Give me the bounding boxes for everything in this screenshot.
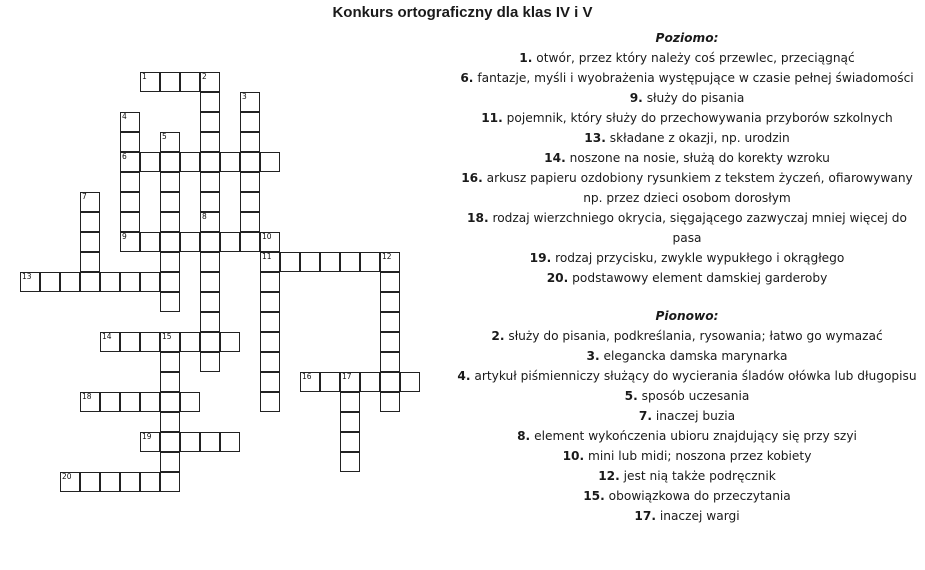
cell-number: 1: [142, 72, 147, 81]
crossword-cell[interactable]: [260, 352, 280, 372]
crossword-cell[interactable]: [100, 392, 120, 412]
crossword-cell[interactable]: [100, 472, 120, 492]
clue-down: [450, 326, 924, 346]
cell-number: 19: [142, 432, 152, 441]
crossword-cell[interactable]: [160, 192, 180, 212]
across-heading: Poziomo:: [655, 31, 719, 45]
crossword-cell[interactable]: [120, 472, 140, 492]
clue-across: [450, 168, 924, 188]
crossword-cell[interactable]: [140, 272, 160, 292]
clue-text: pojemnik, który służy do przechowywania przyborów szkolnych: [506, 111, 893, 125]
crossword-cell[interactable]: [140, 392, 160, 412]
clue-number: 15.: [583, 489, 605, 503]
clue-continuation: np. przez dzieci osobom dorosłym: [583, 191, 791, 205]
crossword-cell[interactable]: [160, 272, 180, 292]
crossword-cell[interactable]: [340, 412, 360, 432]
clue-number: 16.: [461, 171, 483, 185]
crossword-cell[interactable]: [200, 72, 220, 92]
crossword-cell[interactable]: [120, 332, 140, 352]
crossword-cell[interactable]: [320, 252, 340, 272]
clue-down: [450, 506, 924, 526]
crossword-cell[interactable]: [360, 252, 380, 272]
crossword-cell[interactable]: [60, 472, 80, 492]
crossword-cell[interactable]: [160, 412, 180, 432]
crossword-cell[interactable]: [240, 152, 260, 172]
clue-number: 19.: [529, 251, 552, 265]
crossword-cell[interactable]: [340, 252, 360, 272]
crossword-cell[interactable]: [340, 452, 360, 472]
crossword-cell[interactable]: [240, 232, 260, 252]
crossword-cell[interactable]: [40, 272, 60, 292]
crossword-cell[interactable]: [200, 252, 220, 272]
cell-number: 17: [342, 372, 352, 381]
crossword-cell[interactable]: [80, 252, 100, 272]
crossword-cell[interactable]: [160, 352, 180, 372]
crossword-cell[interactable]: [280, 252, 300, 272]
clue-across: [450, 48, 924, 68]
clue-text: rodzaj przycisku, zwykle wypukłego i okrągłego: [555, 251, 845, 265]
clue-number: 1.: [519, 51, 533, 65]
clue-text: mini lub midi; noszona przez kobiety: [588, 449, 812, 463]
clue-text: arkusz papieru ozdobiony rysunkiem z tekstem życzeń, ofiarowywany: [486, 171, 913, 185]
cell-number: 5: [162, 132, 167, 141]
crossword-cell[interactable]: [200, 152, 220, 172]
crossword-cell[interactable]: [140, 432, 160, 452]
cell-number: 7: [82, 192, 87, 201]
clue-text: składane z okazji, np. urodzin: [609, 131, 790, 145]
crossword-cell[interactable]: [80, 192, 100, 212]
crossword-cell[interactable]: [200, 92, 220, 112]
clue-text: jest nią także podręcznik: [623, 469, 776, 483]
crossword-cell[interactable]: [160, 332, 180, 352]
clue-number: 18.: [466, 211, 489, 225]
crossword-cell[interactable]: [140, 472, 160, 492]
crossword-cell[interactable]: [160, 72, 180, 92]
cell-number: 9: [122, 232, 127, 241]
clue-text: inaczej buzia: [655, 409, 736, 423]
crossword-cell[interactable]: [380, 352, 400, 372]
clue-down: [450, 466, 924, 486]
clue-across: [450, 128, 924, 148]
crossword-cell[interactable]: [120, 112, 140, 132]
cell-number: 15: [162, 332, 172, 341]
clue-number: 12.: [598, 469, 620, 483]
crossword-cell[interactable]: [260, 152, 280, 172]
cell-number: 13: [22, 272, 32, 281]
crossword-cell[interactable]: [200, 212, 220, 232]
clue-text: noszone na nosie, służą do korekty wzroku: [569, 151, 830, 165]
crossword-cell[interactable]: [180, 332, 200, 352]
clue-number: 7.: [638, 409, 653, 423]
crossword-cell[interactable]: [260, 272, 280, 292]
clue-number: 3.: [586, 349, 600, 363]
crossword-cell[interactable]: [160, 292, 180, 312]
clue-number: 6.: [460, 71, 474, 85]
clue-text: inaczej wargi: [659, 509, 740, 523]
clue-number: 2.: [491, 329, 505, 343]
clue-text: obowiązkowa do przeczytania: [608, 489, 791, 503]
cell-number: 18: [82, 392, 92, 401]
crossword-cell[interactable]: [160, 212, 180, 232]
crossword-cell[interactable]: [120, 152, 140, 172]
clue-number: 8.: [517, 429, 531, 443]
down-heading: Pionowo:: [655, 309, 719, 323]
crossword-cell[interactable]: [20, 272, 40, 292]
crossword-cell[interactable]: [240, 172, 260, 192]
crossword-cell[interactable]: [380, 372, 400, 392]
crossword-cell[interactable]: [200, 332, 220, 352]
clue-across: [450, 148, 924, 168]
crossword-cell[interactable]: [240, 192, 260, 212]
clue-text: służy do pisania, podkreślania, rysowania; łatwo go wymazać: [508, 329, 883, 343]
clue-text: artykuł piśmienniczy służący do wycierania śladów ołówka lub długopisu: [474, 369, 917, 383]
crossword-cell[interactable]: [380, 272, 400, 292]
crossword-cell[interactable]: [220, 232, 240, 252]
clue-text: służy do pisania: [646, 91, 745, 105]
clue-across: [450, 88, 924, 108]
crossword-cell[interactable]: [100, 332, 120, 352]
clue-text: rodzaj wierzchniego okrycia, sięgającego zazwyczaj mniej więcej do: [492, 211, 907, 225]
crossword-cell[interactable]: [120, 172, 140, 192]
clue-text: element wykończenia ubioru znajdujący się przy szyi: [534, 429, 857, 443]
crossword-cell[interactable]: [200, 312, 220, 332]
crossword-cell[interactable]: [260, 312, 280, 332]
crossword-cell[interactable]: [160, 452, 180, 472]
clue-text: sposób uczesania: [641, 389, 750, 403]
crossword-cell[interactable]: [200, 272, 220, 292]
clue-across: [450, 208, 924, 228]
crossword-cell[interactable]: [340, 372, 360, 392]
clue-across: [450, 108, 924, 128]
crossword-cell[interactable]: [160, 432, 180, 452]
clues-panel: [450, 28, 924, 526]
crossword-cell[interactable]: [220, 152, 240, 172]
crossword-cell[interactable]: [200, 352, 220, 372]
crossword-cell[interactable]: [120, 272, 140, 292]
crossword-cell[interactable]: [200, 132, 220, 152]
crossword-cell[interactable]: [140, 152, 160, 172]
clue-number: 4.: [457, 369, 471, 383]
down-clue-list: [450, 326, 924, 526]
cell-number: 3: [242, 92, 247, 101]
crossword-cell[interactable]: [380, 332, 400, 352]
clue-down: [450, 346, 924, 366]
cell-number: 2: [202, 72, 207, 81]
clue-number: 17.: [634, 509, 656, 523]
clue-text: fantazje, myśli i wyobrażenia występujące w czasie pełnej świadomości: [477, 71, 914, 85]
crossword-cell[interactable]: [220, 332, 240, 352]
across-clue-list: [450, 48, 924, 288]
crossword-cell[interactable]: [120, 132, 140, 152]
cell-number: 11: [262, 252, 272, 261]
clue-number: 9.: [629, 91, 643, 105]
clue-down: [450, 446, 924, 466]
crossword-cell[interactable]: [80, 272, 100, 292]
crossword-cell[interactable]: [120, 212, 140, 232]
crossword-cell[interactable]: [80, 392, 100, 412]
cell-number: 6: [122, 152, 127, 161]
clue-across: [450, 248, 924, 268]
crossword-cell[interactable]: [180, 432, 200, 452]
crossword-cell[interactable]: [160, 252, 180, 272]
cell-number: 12: [382, 252, 392, 261]
page-title: Konkurs ortograficzny dla klas IV i V: [332, 4, 593, 21]
crossword-cell[interactable]: [200, 432, 220, 452]
crossword-cell[interactable]: [180, 72, 200, 92]
crossword-cell[interactable]: [200, 192, 220, 212]
crossword-cell[interactable]: [200, 292, 220, 312]
cell-number: 14: [102, 332, 112, 341]
crossword-cell[interactable]: [360, 372, 380, 392]
clue-number: 10.: [562, 449, 585, 463]
crossword-cell[interactable]: [60, 272, 80, 292]
crossword-cell[interactable]: [160, 132, 180, 152]
crossword-cell[interactable]: [260, 292, 280, 312]
crossword-cell[interactable]: [260, 232, 280, 252]
cell-number: 8: [202, 212, 207, 221]
clue-down: [450, 386, 924, 406]
crossword-cell[interactable]: [80, 232, 100, 252]
clue-down: [450, 366, 924, 386]
crossword-cell[interactable]: [180, 392, 200, 412]
crossword-cell[interactable]: [400, 372, 420, 392]
crossword-cell[interactable]: [180, 152, 200, 172]
crossword-cell[interactable]: [380, 392, 400, 412]
clue-down: [450, 486, 924, 506]
clue-down: [450, 406, 924, 426]
crossword-cell[interactable]: [260, 392, 280, 412]
crossword-cell[interactable]: [140, 232, 160, 252]
crossword-cell[interactable]: [240, 112, 260, 132]
cell-number: 4: [122, 112, 127, 121]
clue-number: 20.: [546, 271, 569, 285]
crossword-cell[interactable]: [200, 112, 220, 132]
crossword-cell[interactable]: [100, 272, 120, 292]
clue-text: otwór, przez który należy coś przewlec, przeciągnąć: [536, 51, 855, 65]
crossword-cell[interactable]: [320, 372, 340, 392]
crossword-cell[interactable]: [200, 232, 220, 252]
crossword-cell[interactable]: [220, 432, 240, 452]
clue-number: 13.: [584, 131, 606, 145]
crossword-cell[interactable]: [140, 72, 160, 92]
crossword-cell[interactable]: [380, 312, 400, 332]
cell-number: 10: [262, 232, 272, 241]
clue-down: [450, 426, 924, 446]
crossword-cell[interactable]: [80, 212, 100, 232]
clue-text: elegancka damska marynarka: [603, 349, 788, 363]
crossword-cell[interactable]: [240, 132, 260, 152]
crossword-cell[interactable]: [240, 212, 260, 232]
cell-number: 16: [302, 372, 312, 381]
crossword-cell[interactable]: [340, 432, 360, 452]
crossword-cell[interactable]: [160, 472, 180, 492]
crossword-cell[interactable]: [260, 252, 280, 272]
crossword-cell[interactable]: [120, 392, 140, 412]
cell-number: 20: [62, 472, 72, 481]
crossword-cell[interactable]: [160, 232, 180, 252]
crossword-cell[interactable]: [160, 152, 180, 172]
clue-text: podstawowy element damskiej garderoby: [572, 271, 828, 285]
crossword-cell[interactable]: [380, 252, 400, 272]
crossword-cell[interactable]: [80, 472, 100, 492]
crossword-cell[interactable]: [260, 372, 280, 392]
crossword-cell[interactable]: [140, 332, 160, 352]
crossword-cell[interactable]: [300, 252, 320, 272]
clue-across: [450, 68, 924, 88]
crossword-cell[interactable]: [200, 172, 220, 192]
clue-number: 11.: [481, 111, 503, 125]
crossword-cell[interactable]: [160, 392, 180, 412]
clue-continuation: pasa: [672, 231, 702, 245]
crossword-cell[interactable]: [340, 392, 360, 412]
crossword-cell[interactable]: [120, 232, 140, 252]
crossword-cell[interactable]: [380, 292, 400, 312]
crossword-cell[interactable]: [120, 192, 140, 212]
clue-across: [450, 268, 924, 288]
crossword-cell[interactable]: [180, 232, 200, 252]
crossword-cell[interactable]: [160, 172, 180, 192]
crossword-cell[interactable]: [240, 92, 260, 112]
clue-number: 5.: [624, 389, 638, 403]
crossword-cell[interactable]: [260, 332, 280, 352]
clue-number: 14.: [544, 151, 566, 165]
crossword-cell[interactable]: [300, 372, 320, 392]
crossword-cell[interactable]: [160, 372, 180, 392]
